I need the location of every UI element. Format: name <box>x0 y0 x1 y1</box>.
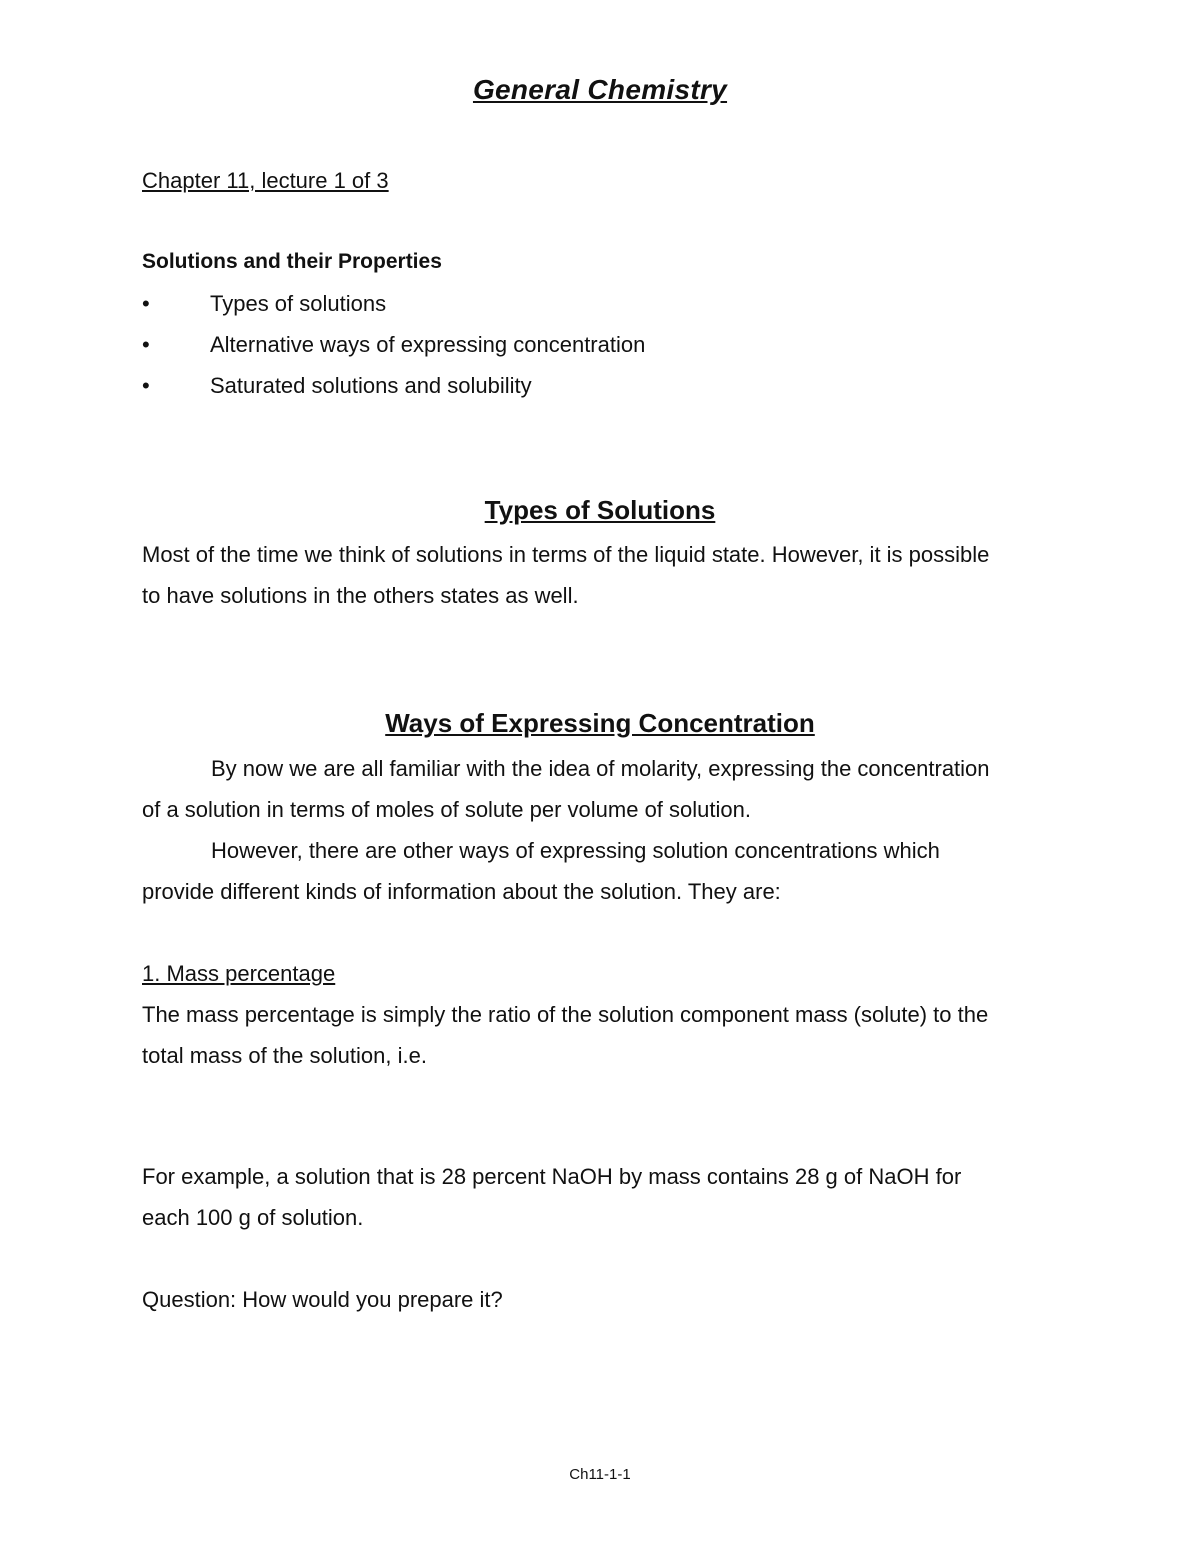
paragraph-line: total mass of the solution, i.e. <box>142 1043 427 1068</box>
list-item-text: Alternative ways of expressing concentration <box>210 332 646 357</box>
list-item <box>142 332 645 358</box>
section-heading-types: Types of Solutions <box>484 495 716 525</box>
bullet-icon: • <box>142 373 150 398</box>
paragraph-line: to have solutions in the others states as well. <box>142 583 579 608</box>
paragraph-line: of a solution in terms of moles of solute per volume of solution. <box>142 797 751 822</box>
document-title: General Chemistry <box>472 74 728 105</box>
list-item <box>142 373 532 399</box>
bullet-icon: • <box>142 332 150 357</box>
section-heading-ways: Ways of Expressing Concentration <box>385 708 815 738</box>
subject-heading: Solutions and their Properties <box>142 250 442 273</box>
list-item-text: Saturated solutions and solubility <box>210 373 532 398</box>
paragraph-line: The mass percentage is simply the ratio of the solution component mass (solute) to the <box>142 1002 989 1027</box>
list-item <box>142 291 386 317</box>
subheading-mass-percentage: 1. Mass percentage <box>142 961 336 986</box>
bullet-icon: • <box>142 291 150 316</box>
paragraph-line: each 100 g of solution. <box>142 1205 364 1230</box>
page-footer: Ch11-1-1 <box>569 1466 631 1483</box>
list-item-text: Types of solutions <box>210 291 387 316</box>
paragraph-line: For example, a solution that is 28 percent NaOH by mass contains 28 g of NaOH for <box>142 1164 962 1189</box>
paragraph-line: provide different kinds of information about the solution. They are: <box>142 879 781 904</box>
paragraph-line: However, there are other ways of expressing solution concentrations which <box>211 838 940 863</box>
paragraph-line: Most of the time we think of solutions in terms of the liquid state. However, it is possible <box>142 542 990 567</box>
paragraph-line: By now we are all familiar with the idea of molarity, expressing the concentration <box>211 756 990 781</box>
chapter-line: Chapter 11, lecture 1 of 3 <box>142 168 389 193</box>
question-line: Question: How would you prepare it? <box>142 1287 503 1312</box>
